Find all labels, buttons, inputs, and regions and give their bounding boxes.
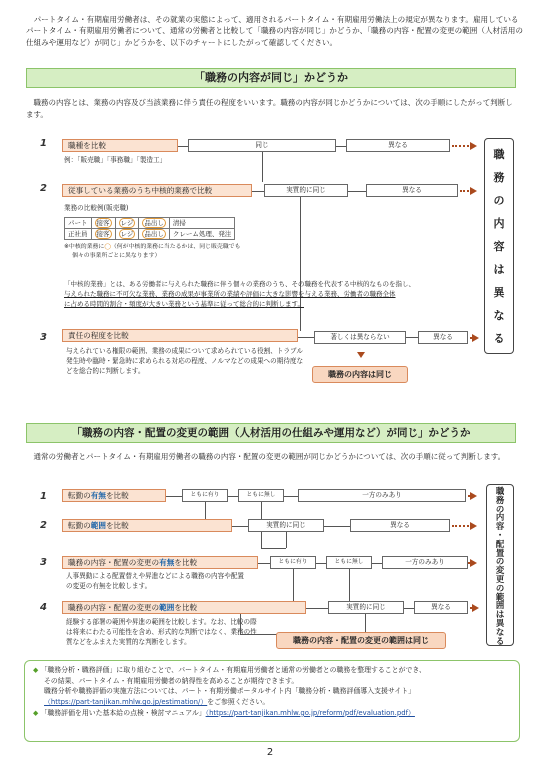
- step-keyword: 有無: [90, 491, 106, 500]
- desc-line: 与えられた職務に不可欠な業務、業務の成果が事業所の業績や評価に大きな影響を与える業務、労働者の職務全体: [64, 289, 396, 298]
- table-cell: [139, 218, 170, 229]
- side-char: 異: [495, 617, 505, 628]
- connector: [284, 496, 298, 497]
- connector: [336, 146, 346, 147]
- s2-step4-description: 経験する部署の範囲や昇進の範囲を比較します。なお、比較の際は将来にわたる可能性を含め、形式的な判断ではなく、業務の性質などをふまえた実質的な判断をします。: [66, 618, 257, 646]
- s1-step3-same: 著しくは異ならない: [314, 331, 406, 344]
- connector: [365, 614, 366, 634]
- s2-step2-same: 実質的に同じ: [248, 519, 324, 532]
- side-char: な: [495, 626, 505, 637]
- intro-paragraph: パートタイム・有期雇用労働者は、その就業の実態によって、適用されるパートタイム・有期雇用労働法上の規定が異なります。雇用しているパートタイム・有期雇用労働者について、通常の労働者と比較して「職務の内容が同じ」かどうか、「職務の内容・配置の変更の範囲（人材活用の仕組みや運用など）が同じ」かどうかを、以下のチャートにしたがって確認してください。: [26, 15, 523, 47]
- circle-icon: ◯: [104, 244, 111, 250]
- note-item: [33, 708, 511, 719]
- s2-step1-none: ともに無し: [238, 489, 284, 502]
- connector: [293, 569, 294, 601]
- s2-step2-number: 2: [40, 520, 47, 531]
- s1-step3-box: 責任の程度を比較: [62, 329, 298, 342]
- connector: [166, 496, 182, 497]
- table-cell: 清掃: [169, 218, 235, 229]
- step-text: 転勤の: [68, 521, 91, 530]
- s1-step1-same: 同じ: [188, 139, 336, 152]
- side-char: 内: [493, 217, 505, 230]
- note-item: [33, 665, 511, 676]
- s2-step4-same: 実質的に同じ: [328, 601, 404, 614]
- connector: [228, 496, 238, 497]
- connector: [258, 563, 270, 564]
- core-task: 接客: [96, 229, 110, 238]
- side-char: の: [495, 503, 505, 514]
- s2-step2-diff: 異なる: [350, 519, 450, 532]
- s1-step1-example: 例：「販売職」「事務職」「製造工」: [64, 156, 167, 164]
- s2-step3-none: ともに無し: [326, 556, 372, 569]
- s1-step3-diff: 異なる: [418, 331, 468, 344]
- table-cell: パート: [65, 218, 92, 229]
- side-char: は: [493, 263, 505, 276]
- table-cell: [91, 218, 115, 229]
- table-row: [65, 229, 235, 240]
- arrow-right-icon: [470, 522, 477, 530]
- section2-paragraph: 通常の労働者とパートタイム・有期雇用労働者の職務の内容・配置の変更の範囲が同じかどうかについては、次の手順に従って判断します。: [33, 452, 506, 461]
- connector: [348, 191, 366, 192]
- s2-step1-one: 一方のみあり: [298, 489, 466, 502]
- s2-step1-box: [62, 489, 166, 502]
- step-keyword: 有無: [159, 558, 175, 567]
- core-task: レジ: [120, 229, 134, 238]
- side-char: 職: [493, 148, 505, 161]
- side-char: 職: [495, 486, 505, 496]
- note-text: をご参照ください。: [207, 698, 270, 707]
- s2-step4-box: [62, 601, 306, 614]
- step-text: を比較: [105, 521, 129, 530]
- s1-step3-number: 3: [40, 332, 47, 343]
- side-char: 置: [495, 547, 505, 558]
- arrow-right-icon: [470, 142, 477, 150]
- s2-step4-diff: 異なる: [414, 601, 468, 614]
- desc-line: に占める時間的割合・頻度が大きい業務という基準に従って総合的に判断します。: [64, 299, 304, 308]
- side-char: ・: [495, 529, 505, 540]
- s1-side-label: [484, 138, 514, 354]
- diamond-bullet-icon: ◆: [33, 666, 39, 674]
- side-char: 範: [495, 591, 505, 602]
- note-text: 「職務分析・職務評価」に取り組むことで、パートタイム・有期雇用労働者と通常の労働者との職務を整理することができ、: [40, 666, 426, 674]
- s1-core-description: [64, 280, 472, 309]
- s1-step3-description: 与えられている権限の範囲、業務の成果について求められている役割、トラブル発生時や臨時・緊急時に求められる対応の程度、ノルマなどの成果への期待度などを総合的に判断します。: [66, 347, 304, 375]
- step-text: 職務の内容・配置の変更の: [68, 558, 160, 567]
- section2-title: 「職務の内容・配置の変更の範囲（人材活用の仕組みや運用など）が同じ」かどうか: [26, 423, 516, 443]
- s1-step2-diff: 異なる: [366, 184, 458, 197]
- connector: [286, 532, 287, 548]
- section1-paragraph: 職務の内容とは、業務の内容及び当該業務に伴う責任の程度をいいます。職務の内容が同じかどうかについては、次の手順にしたがって判断します。: [26, 98, 513, 119]
- arrow-line: [452, 145, 472, 147]
- s2-step2-box: [62, 519, 232, 532]
- connector: [262, 152, 263, 182]
- connector: [300, 197, 301, 331]
- table-cell: クレーム処理、発注: [169, 229, 235, 240]
- note-item: [33, 697, 511, 708]
- s1-step1-number: 1: [40, 138, 47, 149]
- table-cell: [139, 229, 170, 240]
- s1-step2-box: 従事している業務のうち中核的業務で比較: [62, 184, 252, 197]
- table-cell: 正社員: [65, 229, 92, 240]
- note-text: 職務分析や職務評価の実施方法については、パート・有期労働ポータルサイト内「職務分析・職務評価導入支援サイト」: [44, 687, 415, 696]
- info-note-box: [24, 660, 520, 742]
- side-char: 容: [495, 521, 505, 532]
- s2-step3-number: 3: [40, 557, 47, 568]
- connector: [252, 191, 264, 192]
- s1-step2-same: 実質的に同じ: [264, 184, 348, 197]
- step-text: を比較: [174, 558, 198, 567]
- footnote-text: ※中核的業務に: [64, 244, 105, 250]
- side-char: る: [493, 332, 505, 345]
- step-text: 職務の内容・配置の変更の: [68, 603, 160, 612]
- s2-step3-both: ともに有り: [270, 556, 316, 569]
- side-char: 囲: [495, 600, 505, 611]
- s2-step4-number: 4: [40, 602, 47, 613]
- arrow-right-icon: [470, 492, 477, 500]
- s1-footnote: [64, 243, 240, 260]
- comparison-table: [64, 217, 235, 240]
- core-task: 品出し: [144, 229, 164, 238]
- side-char: 務: [493, 171, 505, 184]
- footnote-text: （何が中核的業務に当たるかは、同じ販売職でも: [110, 244, 241, 250]
- connector: [316, 563, 326, 564]
- side-char: 異: [493, 286, 505, 299]
- table-cell: [115, 218, 139, 229]
- s1-step1-box: 職種を比較: [62, 139, 178, 152]
- s1-step1-diff: 異なる: [346, 139, 450, 152]
- side-char: 変: [495, 565, 505, 576]
- step-keyword: 範囲: [159, 603, 175, 612]
- s2-result: 職務の内容・配置の変更の範囲は同じ: [276, 632, 446, 649]
- step-text: 転勤の: [68, 491, 91, 500]
- footnote-text: 個々の事業所ごとに異なります）: [72, 252, 161, 259]
- table-cell: [91, 229, 115, 240]
- s2-side-label: [486, 484, 514, 646]
- section1-title: 「職務の内容が同じ」かどうか: [26, 68, 516, 88]
- step-text: を比較: [105, 491, 129, 500]
- page-number: 2: [266, 747, 274, 758]
- side-char: 務: [495, 494, 505, 505]
- connector: [240, 614, 241, 634]
- side-char: 容: [493, 240, 505, 253]
- s1-table-title: 業務の比較例(販売職): [64, 204, 129, 212]
- connector: [349, 569, 350, 601]
- side-char: の: [495, 556, 505, 567]
- table-row: [65, 218, 235, 229]
- connector: [232, 526, 248, 527]
- s2-step3-description: 人事異動による配置替えや昇進などによる職務の内容や配置の変更の有無を比較します。: [66, 572, 245, 590]
- side-char: の: [495, 582, 505, 593]
- arrow-right-icon: [470, 559, 477, 567]
- side-char: 更: [495, 573, 505, 584]
- s2-step1-both: ともに有り: [182, 489, 228, 502]
- connector: [306, 608, 328, 609]
- connector: [404, 608, 414, 609]
- connector: [178, 146, 188, 147]
- step-text: を比較: [174, 603, 198, 612]
- s2-step3-one: 一方のみあり: [382, 556, 468, 569]
- side-char: な: [493, 309, 505, 322]
- arrow-down-icon: [357, 352, 365, 358]
- connector: [298, 337, 314, 338]
- side-char: 内: [495, 512, 505, 523]
- connector: [324, 526, 350, 527]
- connector: [372, 563, 382, 564]
- note-text: その結果、パートタイム・有期雇用労働者の納得性を高めることが期待できます。: [44, 676, 299, 685]
- connector: [406, 337, 418, 338]
- s2-step1-number: 1: [40, 491, 47, 502]
- arrow-right-icon: [472, 604, 479, 612]
- manual-link[interactable]: （https://part-tanjikan.mhlw.go.jp/reform/pdf/evaluation.pdf）: [205, 708, 415, 717]
- s1-step2-number: 2: [40, 183, 47, 194]
- diamond-bullet-icon: ◆: [33, 708, 39, 717]
- step-keyword: 範囲: [90, 521, 106, 530]
- connector: [205, 502, 206, 520]
- s1-result: 職務の内容は同じ: [312, 366, 408, 383]
- core-task: レジ: [120, 218, 134, 227]
- s2-step3-box: [62, 556, 258, 569]
- connector: [261, 548, 286, 549]
- side-char: る: [495, 635, 505, 646]
- table-cell: [115, 229, 139, 240]
- estimation-link[interactable]: （https://part-tanjikan.mhlw.go.jp/estimation/）: [44, 698, 208, 707]
- arrow-right-icon: [472, 334, 479, 342]
- arrow-right-icon: [470, 187, 477, 195]
- side-char: の: [493, 194, 505, 207]
- arrow-line: [452, 525, 472, 527]
- core-task: 接客: [96, 218, 110, 227]
- side-char: 配: [495, 538, 505, 549]
- desc-line: 「中核的業務」とは、ある労働者に与えられた職務に伴う個々の業務のうち、その職務を代表する中核的なものを指し、: [64, 280, 415, 288]
- core-task: 品出し: [144, 218, 164, 227]
- note-text: 「職務評価を用いた基本給の点検・検討マニュアル」: [40, 708, 206, 717]
- side-char: は: [495, 609, 505, 620]
